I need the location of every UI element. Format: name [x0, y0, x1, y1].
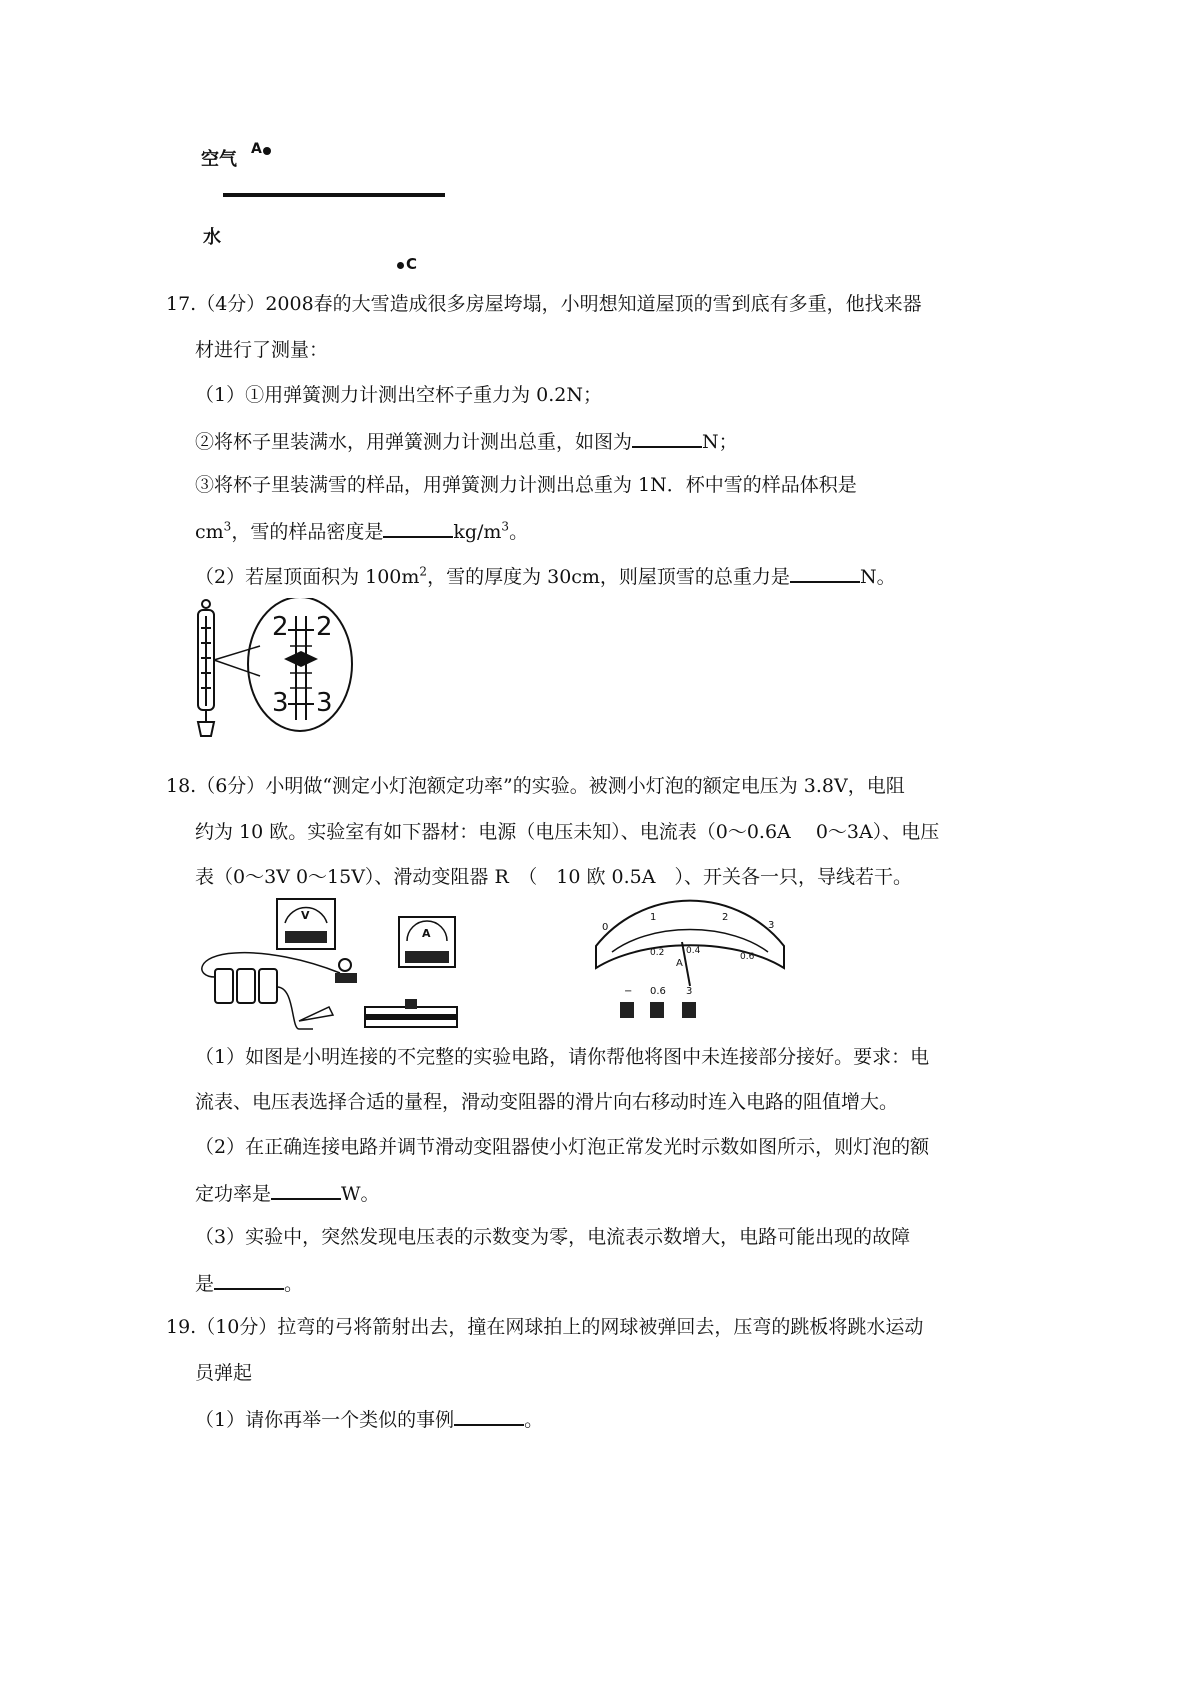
q18-score: （6分）: [196, 775, 266, 797]
q18-part3-line1: （3）实验中，突然发现电压表的示数变为零，电流表示数增大，电路可能出现的故障: [195, 1226, 911, 1248]
q19-line2: 员弹起: [195, 1362, 253, 1384]
q19-number: 19.: [166, 1316, 197, 1338]
dial-bottom-0.4: 0.4: [686, 946, 701, 956]
q19-stem: 拉弯的弓将箭射出去，撞在网球拍上的网球被弹回去，压弯的跳板将跳水运动: [277, 1316, 924, 1338]
q17-part1-step3-line1: ③将杯子里装满雪的样品，用弹簧测力计测出总重为 1N．杯中雪的样品体积是: [195, 474, 857, 496]
q18-part1-line2: 流表、电压表选择合适的量程，滑动变阻器的滑片向右移动时连入电路的阻值增大。: [195, 1091, 899, 1113]
point-c-dot: [397, 262, 404, 269]
air-water-figure: [195, 135, 465, 275]
dial-top-0: 0: [602, 922, 609, 933]
terminal-0.6: 0.6: [650, 986, 666, 997]
q19-blank-example[interactable]: [454, 1404, 524, 1426]
q17-score: （4分）: [196, 293, 266, 315]
scale-tick-2-left: 2: [272, 612, 289, 642]
dial-top-3: 3: [768, 920, 775, 931]
q17-step2-text: ②将杯子里装满水，用弹簧测力计测出总重，如图为: [195, 431, 633, 453]
circuit-figure: [195, 895, 465, 1035]
q17-period: 。: [509, 521, 529, 543]
scale-tick-3-right: 3: [316, 688, 333, 718]
q19-part1: [195, 1404, 543, 1434]
scale-tick-2-right: 2: [316, 612, 333, 642]
q17-stem: 2008春的大雪造成很多房屋垮塌，小明想知道屋顶的雪到底有多重，他找来器: [265, 293, 922, 315]
q19-line1: [166, 1313, 923, 1341]
q19-score: （10分）: [196, 1316, 278, 1338]
q18-part2-line1: （2）在正确连接电路并调节滑动变阻器使小灯泡正常发光时示数如图所示，则灯泡的额: [195, 1136, 930, 1158]
terminal-minus: −: [624, 986, 633, 997]
q18-line3: 表（0～3V 0～15V）、滑动变阻器 R （ 10 欧 0.5A ）、开关各一只，导线若干。: [195, 866, 912, 888]
spring-scale-figure: [190, 598, 380, 768]
point-c-label: C: [406, 255, 418, 273]
q18-part3-period: 。: [284, 1273, 304, 1295]
dial-unit-a: A: [676, 958, 683, 969]
q18-part2-line2: [195, 1178, 380, 1208]
ammeter-dial-drawing: [590, 890, 790, 1035]
q17-blank-density[interactable]: [383, 516, 453, 538]
q17-line1: [166, 290, 922, 318]
dial-top-2: 2: [722, 912, 729, 923]
point-a-dot: [263, 147, 271, 155]
circuit-drawing: [195, 895, 465, 1035]
q17-unit-kgm: kg/m: [453, 521, 502, 543]
q18-part3-text: 是: [195, 1273, 215, 1295]
scale-tick-3-left: 3: [272, 688, 289, 718]
q17-part1-step1: （1）①用弹簧测力计测出空杯子重力为 0.2N；: [195, 384, 602, 406]
q17-sup2: 3: [501, 519, 510, 534]
dial-bottom-0.2: 0.2: [650, 948, 665, 958]
q17-part1-step3-line2: [195, 516, 528, 546]
dial-top-1: 1: [650, 912, 657, 923]
q18-stem: 小明做“测定小灯泡额定功率”的实验。被测小灯泡的额定电压为 3.8V，电阻: [265, 775, 905, 797]
q17-step2-unit: N；: [702, 431, 738, 453]
q17-part2-text2: ，雪的厚度为 30cm，则屋顶雪的总重力是: [427, 566, 790, 588]
q18-blank-fault[interactable]: [214, 1268, 284, 1290]
q17-blank-total-weight[interactable]: [632, 426, 702, 448]
terminal-3: 3: [686, 986, 693, 997]
q17-blank-snow-weight[interactable]: [790, 561, 860, 583]
q17-part2-sup: 2: [419, 564, 428, 579]
q18-blank-power[interactable]: [271, 1178, 341, 1200]
q19-part1-text: （1）请你再举一个类似的事例: [195, 1409, 455, 1431]
air-label: 空气: [201, 149, 237, 170]
q17-part2: [195, 561, 896, 591]
dial-bottom-0.6: 0.6: [740, 952, 755, 962]
q19-part1-period: 。: [524, 1409, 544, 1431]
q18-line1: [166, 772, 905, 800]
q17-part2-unit: N。: [859, 566, 896, 588]
point-a-label: A: [251, 141, 262, 157]
q17-part2-text: （2）若屋顶面积为 100m: [195, 566, 420, 588]
q17-number: 17.: [166, 293, 197, 315]
voltmeter-label: V: [301, 909, 310, 922]
q17-unit-cm: cm: [195, 521, 224, 543]
q17-sup: 3: [223, 519, 232, 534]
ammeter-label: A: [422, 927, 431, 940]
q18-line2: 约为 10 欧。实验室有如下器材：电源（电压未知）、电流表（0～0.6A 0～3A）、电压: [195, 821, 940, 843]
water-label: 水: [203, 227, 221, 248]
q17-line2: 材进行了测量：: [195, 339, 329, 361]
q17-part1-step2: [195, 426, 738, 456]
q17-density-text: ，雪的样品密度是: [231, 521, 384, 543]
q18-part2-text: 定功率是: [195, 1183, 272, 1205]
q18-number: 18.: [166, 775, 197, 797]
q18-part1-line1: （1）如图是小明连接的不完整的实验电路，请你帮他将图中未连接部分接好。要求：电: [195, 1046, 930, 1068]
q18-part2-unit: W。: [341, 1183, 380, 1205]
interface-line: [223, 193, 445, 197]
q18-part3-line2: [195, 1268, 303, 1298]
ammeter-dial-figure: [590, 890, 790, 1035]
